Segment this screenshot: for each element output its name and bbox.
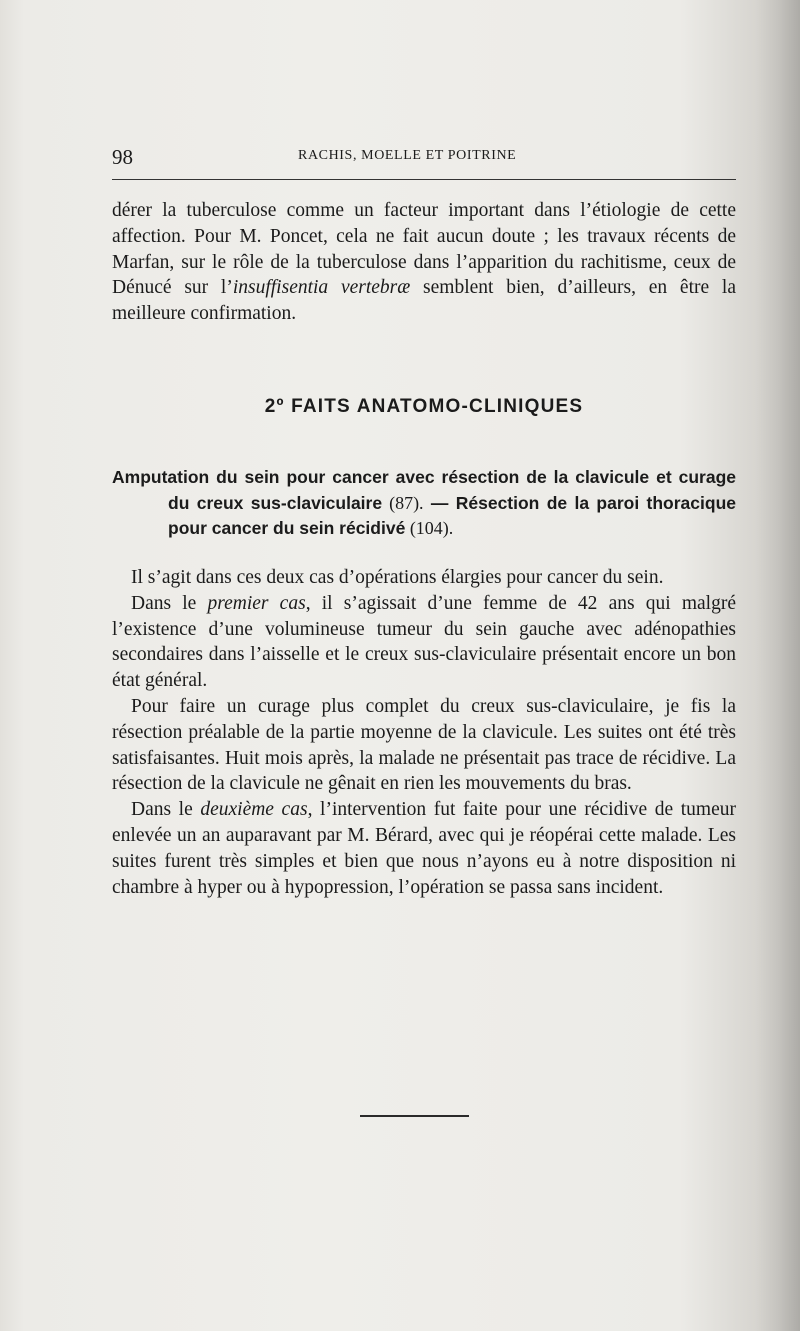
body-p4-end: , l’intervention fut faite pour une récidive de tumeur enlevée un an auparavant par M. Bérard, avec qui je réopérai cette malade. Les suites furent très simples et bien que nous n’ayons eu à notre disposition ni chambre à hyper ou à hypopression, l’opération se passa sans incident. <box>112 799 736 898</box>
page-number: 98 <box>112 145 133 169</box>
body-p2-italic: premier cas <box>207 592 306 614</box>
body-paragraph-4 <box>112 797 736 900</box>
body-paragraph-3: Pour faire un curage plus complet du creux sus-claviculaire, je fis la résection préalable de la partie moyenne de la clavicule. Les suites ont été très satisfaisantes. Huit mois après, la malade ne présentait pas trace de récidive. La résection de la clavicule ne gênait en rien les mouvements du bras. <box>112 695 736 795</box>
end-rule <box>360 1115 469 1117</box>
body-p2-start: Dans le <box>131 592 208 614</box>
page-edge-shadow <box>756 0 800 1331</box>
body-p4-italic: deuxième cas <box>200 799 308 821</box>
subsection-ref-1: (87). <box>382 492 424 513</box>
subsection-heading <box>112 465 736 542</box>
body-paragraph-1: Il s’agit dans ces deux cas d’opérations élargies pour cancer du sein. <box>131 567 664 588</box>
subsection-title-2: — Résection de la paroi thoracique pour cancer du sein récidivé <box>168 492 736 538</box>
body-p2-end: , il s’agissait d’une femme de 42 ans qui malgré l’existence d’une volumineuse tumeur du sein gauche avec adénopathies secondaires dans l’aisselle et le creux sus-claviculaire présentait encore un bon état général. <box>112 592 736 692</box>
intro-italic-term: insuffisentia vertebræ <box>232 277 411 299</box>
subsection-ref-2: (104). <box>405 518 454 538</box>
intro-paragraph <box>112 198 736 327</box>
body-paragraph-2 <box>112 591 736 694</box>
body-text <box>112 565 736 900</box>
intro-text-start: dérer la tuberculose comme un facteur important dans l’étiologie de cette affection. Pour M. Poncet, cela ne fait aucun doute ; les travaux récents de Marfan, sur le rôle de la tuberculose dans l’apparition du rachitisme, ceux de Dénucé sur l’ <box>112 200 736 299</box>
section-title: 2º FAITS ANATOMO-CLINIQUES <box>264 396 584 417</box>
intro-text-end: semblent bien, d’ailleurs, en être la meilleure confirmation. <box>112 277 736 325</box>
subsection-title-1: Amputation du sein pour cancer avec résection de la clavicule et curage du creux sus-claviculaire <box>112 467 736 513</box>
body-p4-start: Dans le <box>131 799 201 821</box>
header-rule <box>112 179 736 180</box>
running-header: RACHIS, MOELLE ET POITRINE <box>298 148 517 163</box>
